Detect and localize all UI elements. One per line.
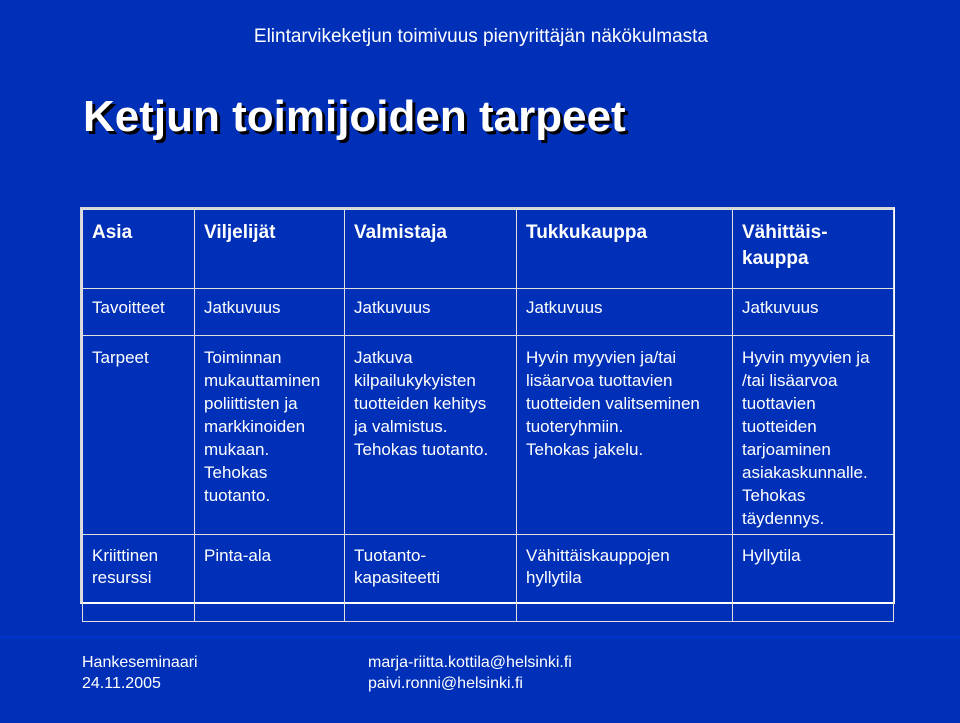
- table-cell: Pinta-ala: [195, 535, 345, 622]
- footer-email-1: marja-riitta.kottila@helsinki.fi: [368, 654, 572, 671]
- table-row: [83, 336, 894, 535]
- header-cell: Valmistaja: [345, 210, 517, 289]
- footer-contacts: [368, 652, 572, 694]
- table-row: [83, 289, 894, 336]
- table-cell: Hyvin myyvien ja /tai lisäarvoa tuottavien tuotteiden tarjoaminen asiakaskunnalle. Tehokas täydennys.: [733, 336, 894, 535]
- table-cell: Jatkuva kilpailukykyisten tuotteiden kehitys ja valmistus. Tehokas tuotanto.: [345, 336, 517, 535]
- footer-email-2: paivi.ronni@helsinki.fi: [368, 675, 523, 692]
- table-cell: Hyllytila: [733, 535, 894, 622]
- table-cell: Toiminnan mukauttaminen poliittisten ja markkinoiden mukaan. Tehokas tuotanto.: [195, 336, 345, 535]
- table-row: [83, 535, 894, 622]
- table-cell: Tuotanto- kapasiteetti: [345, 535, 517, 622]
- table-cell: Jatkuvuus: [345, 289, 517, 336]
- slide-title: Ketjun toimijoiden tarpeet: [83, 92, 626, 141]
- table-cell: Hyvin myyvien ja/tai lisäarvoa tuottavien tuotteiden valitseminen tuoteryhmiin. Tehokas jakelu.: [517, 336, 733, 535]
- header-cell: Vähittäis- kauppa: [733, 210, 894, 289]
- table-cell: Tarpeet: [83, 336, 195, 535]
- header-cell: Tukkukauppa: [517, 210, 733, 289]
- table-cell: Jatkuvuus: [517, 289, 733, 336]
- footer-date: 24.11.2005: [82, 675, 161, 692]
- table-header-row: [83, 210, 894, 289]
- table-cell: Tavoitteet: [83, 289, 195, 336]
- needs-table: [80, 207, 895, 604]
- table-cell: Jatkuvuus: [195, 289, 345, 336]
- table-cell: Jatkuvuus: [733, 289, 894, 336]
- presentation-subtitle: Elintarvikeketjun toimivuus pienyrittäjän näkökulmasta: [253, 26, 708, 47]
- table-cell: Kriittinen resurssi: [83, 535, 195, 622]
- header-cell: Viljelijät: [195, 210, 345, 289]
- footer-event: Hankeseminaari: [82, 654, 198, 671]
- footer-event-info: [82, 652, 198, 694]
- table-cell: Vähittäiskauppojen hyllytila: [517, 535, 733, 622]
- header-cell: Asia: [83, 210, 195, 289]
